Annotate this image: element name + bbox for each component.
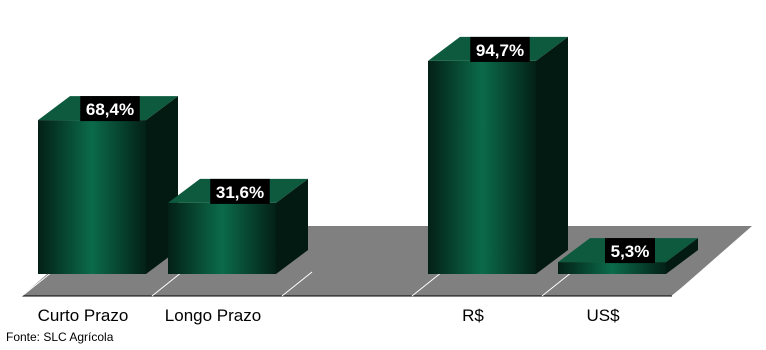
x-tick-label: Longo Prazo: [164, 306, 262, 325]
bar: [38, 96, 178, 274]
data-label-text: 94,7%: [475, 40, 525, 60]
bar-front: [168, 203, 276, 274]
bar-front: [38, 120, 146, 274]
data-label: [210, 179, 270, 204]
bar-front: [558, 262, 666, 274]
bar: [428, 37, 568, 274]
data-label-text: 31,6%: [215, 182, 265, 202]
category-labels: [38, 306, 620, 325]
data-label: [470, 37, 530, 62]
bar-front: [428, 61, 536, 274]
data-label-text: 68,4%: [85, 100, 135, 120]
data-label: [605, 238, 655, 263]
data-label: [80, 96, 140, 121]
bar-side: [536, 37, 568, 274]
x-tick-label: Curto Prazo: [37, 306, 129, 325]
x-tick-label: US$: [586, 306, 620, 325]
data-label-text: 5,3%: [610, 242, 650, 262]
x-tick-label: R$: [462, 306, 484, 325]
source-note: Fonte: SLC Agrícola: [6, 330, 114, 344]
